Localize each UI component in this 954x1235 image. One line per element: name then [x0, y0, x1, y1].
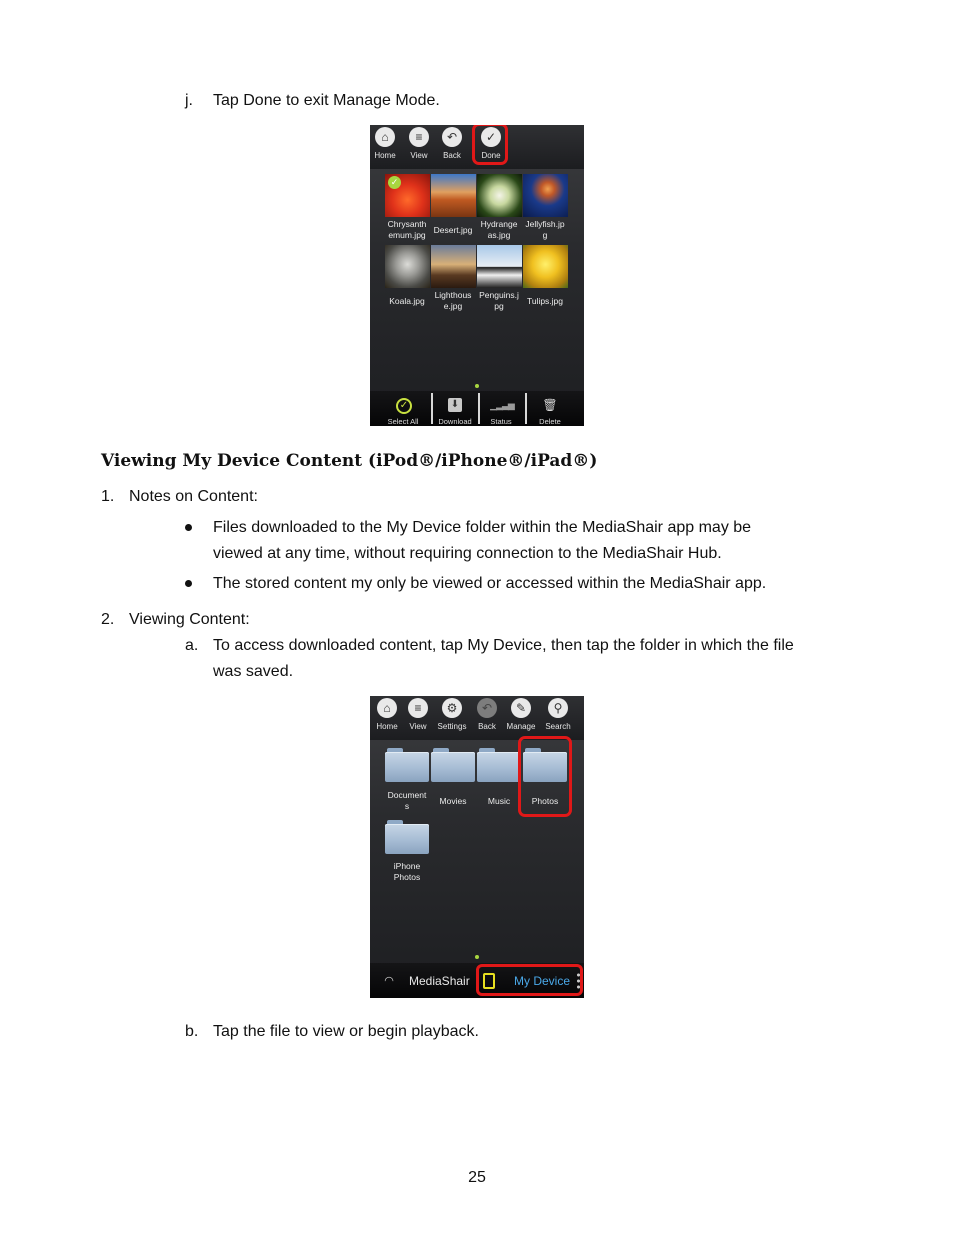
back-arrow-icon: ↶: [442, 127, 462, 147]
toolbar-done-label: Done: [481, 151, 501, 160]
page-indicator-dot: [475, 384, 479, 388]
folder-icon: [385, 752, 429, 782]
item-1-marker: 1.: [101, 488, 115, 505]
toolbar-back-button[interactable]: [469, 698, 505, 731]
search-icon: ⚲: [548, 698, 568, 718]
folder-label-documents: Document s: [387, 790, 427, 811]
folder-icon: [477, 752, 521, 782]
toolbar-view-label: View: [409, 722, 427, 731]
thumbnail-label-koala: Koala.jpg: [389, 296, 425, 306]
checkmark-icon: ✓: [481, 127, 501, 147]
download-icon: ⬇: [448, 398, 462, 412]
gear-icon: ⚙: [442, 698, 462, 718]
step-j-text: Tap Done to exit Manage Mode.: [213, 92, 440, 109]
penguins-thumbnail[interactable]: [477, 245, 522, 288]
folder-label-movies: Movies: [439, 796, 467, 806]
step-b-marker: b.: [185, 1023, 199, 1040]
folder-icon: [431, 752, 475, 782]
bullet-2-line-1: The stored content my only be viewed or accessed within the MediaShair app.: [213, 575, 767, 592]
bullet-icon: [185, 524, 192, 531]
tulips-thumbnail[interactable]: [523, 245, 568, 288]
item-2-text: Viewing Content:: [129, 611, 250, 628]
page-indicator-dot: [475, 955, 479, 959]
top-toolbar: [370, 696, 584, 740]
page-number: 25: [468, 1169, 486, 1186]
status-label: Status: [490, 417, 512, 426]
toolbar-home-label: Home: [376, 722, 398, 731]
folder-label-iphone-photos: iPhone Photos: [393, 861, 421, 882]
toolbar-settings-label: Settings: [437, 722, 467, 731]
download-button[interactable]: [429, 391, 481, 426]
toolbar-settings-button[interactable]: [434, 698, 470, 731]
bullet-icon: [185, 580, 192, 587]
my-device-screenshot: [370, 696, 584, 998]
pencil-icon: ✎: [511, 698, 531, 718]
trash-icon: 🗑: [542, 398, 558, 412]
list-icon: ≡: [408, 698, 428, 718]
delete-button[interactable]: [524, 391, 576, 426]
folder-label-music: Music: [487, 796, 511, 806]
desert-thumbnail[interactable]: [431, 174, 476, 217]
koala-thumbnail[interactable]: [385, 245, 430, 288]
movies-folder[interactable]: [431, 748, 475, 782]
manage-bottom-bar: [370, 391, 584, 426]
chrysanthemum-thumbnail[interactable]: [385, 174, 430, 217]
step-a-line-2: was saved.: [213, 663, 294, 680]
step-j-marker: j.: [185, 92, 193, 109]
select-all-label: Select All: [387, 417, 419, 426]
toolbar-manage-label: Manage: [506, 722, 536, 731]
thumbnail-label-tulips: Tulips.jpg: [526, 296, 564, 306]
jellyfish-thumbnail[interactable]: [523, 174, 568, 217]
bullet-1-line-1: Files downloaded to the My Device folder within the MediaShair app may be: [213, 519, 752, 536]
thumbnail-label-penguins: Penguins.j pg: [479, 290, 519, 311]
toolbar-view-label: View: [410, 151, 428, 160]
toolbar-manage-button[interactable]: [503, 698, 539, 731]
thumbnail-label-hydrangeas: Hydrange as.jpg: [480, 219, 518, 240]
thumbnail-label-jellyfish: Jellyfish.jp g: [525, 219, 565, 240]
toolbar-search-button[interactable]: [540, 698, 576, 731]
section-heading: Viewing My Device Content (iPod®/iPhone®/iPad®): [101, 451, 598, 471]
select-all-icon: ✓: [396, 398, 412, 414]
status-button[interactable]: [475, 391, 527, 426]
wifi-icon: ◠: [384, 975, 394, 987]
done-highlight-box: [472, 125, 508, 165]
home-icon: ⌂: [377, 698, 397, 718]
thumbnail-label-desert: Desert.jpg: [433, 225, 473, 235]
mediashair-tab[interactable]: [370, 963, 475, 998]
back-arrow-icon: ↶: [477, 698, 497, 718]
manage-mode-screenshot: [370, 125, 584, 426]
item-2-marker: 2.: [101, 611, 115, 628]
toolbar-view-button[interactable]: [401, 127, 437, 160]
thumbnail-label-lighthouse: Lighthous e.jpg: [434, 290, 472, 311]
hydrangeas-thumbnail[interactable]: [477, 174, 522, 217]
toolbar-back-label: Back: [478, 722, 496, 731]
step-a-marker: a.: [185, 637, 199, 654]
item-1-text: Notes on Content:: [129, 488, 258, 505]
folder-label-photos: Photos: [531, 796, 559, 806]
bullet-1-line-2: viewed at any time, without requiring connection to the MediaShair Hub.: [213, 545, 722, 562]
iphone-photos-folder[interactable]: [385, 820, 429, 854]
delete-label: Delete: [539, 417, 561, 426]
toolbar-search-label: Search: [545, 722, 571, 731]
thumbnail-label-chrysanthemum: Chrysanth emum.jpg: [387, 219, 427, 240]
download-label: Download: [438, 417, 472, 426]
toolbar-view-button[interactable]: [400, 698, 436, 731]
home-icon: ⌂: [375, 127, 395, 147]
select-all-button[interactable]: [377, 391, 429, 426]
step-a-line-1: To access downloaded content, tap My Device, then tap the folder in which the file: [213, 637, 794, 654]
list-icon: ≡: [409, 127, 429, 147]
lighthouse-thumbnail[interactable]: [431, 245, 476, 288]
mediashair-tab-label: MediaShair: [409, 974, 470, 988]
folder-icon: [385, 824, 429, 854]
step-b-text: Tap the file to view or begin playback.: [213, 1023, 479, 1040]
music-folder[interactable]: [477, 748, 521, 782]
toolbar-home-label: Home: [374, 151, 396, 160]
photos-highlight-box: [518, 736, 572, 817]
toolbar-back-label: Back: [443, 151, 461, 160]
my-device-tab-label: My Device: [514, 974, 571, 988]
documents-folder[interactable]: [385, 748, 429, 782]
toolbar-home-button[interactable]: [370, 127, 403, 160]
selected-check-icon: ✓: [388, 176, 401, 189]
my-device-highlight-box: [476, 964, 583, 996]
toolbar-back-button[interactable]: [434, 127, 470, 160]
status-bars-icon: ▁▂▃▅: [490, 400, 514, 410]
